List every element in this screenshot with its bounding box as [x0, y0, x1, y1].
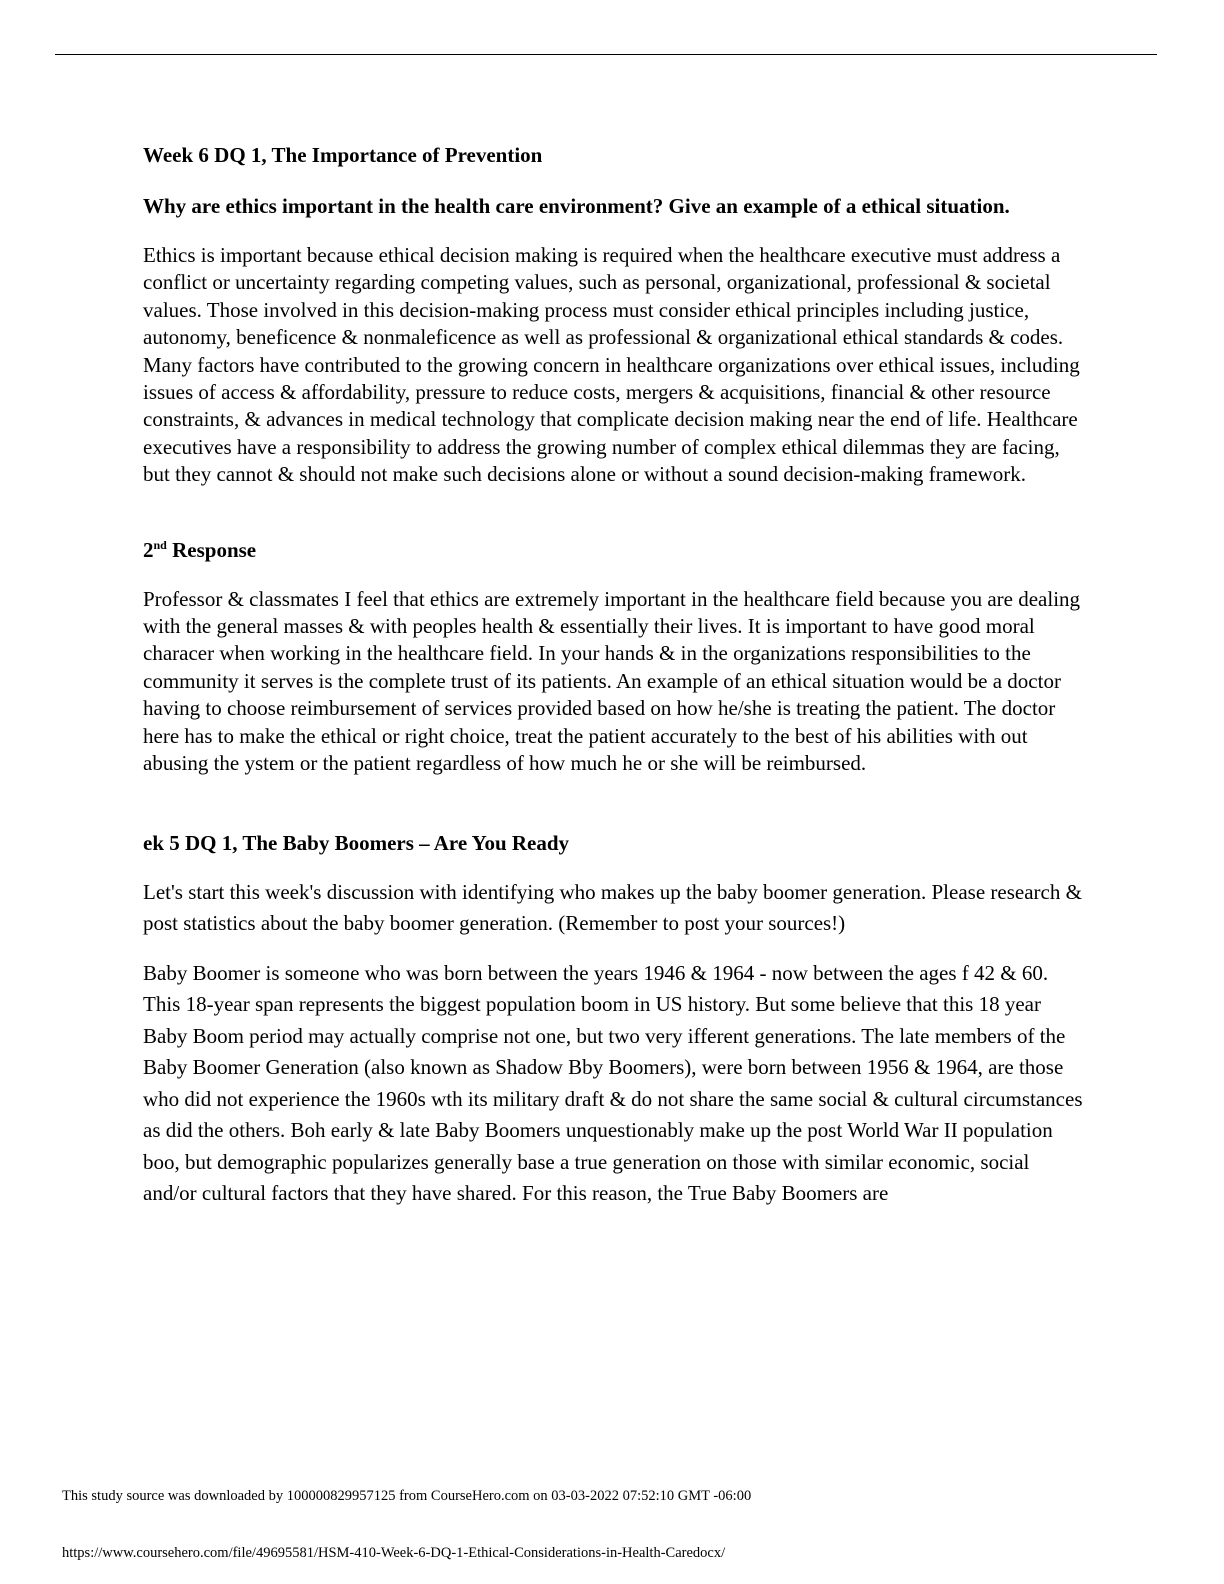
header-rule — [55, 54, 1157, 55]
document-title: Week 6 DQ 1, The Importance of Prevention — [143, 143, 543, 167]
section-two-prompt: Let's start this week's discussion with identifying who makes up the baby boomer generation. Please research & post statistics about the baby boomer generation. (Remember to post your sources!) — [143, 879, 1082, 935]
discussion-question: Why are ethics important in the health care environment? Give an example of a ethical situation. — [143, 194, 1010, 218]
second-response-heading — [143, 535, 1083, 566]
source-url[interactable]: https://www.coursehero.com/file/49695581/HSM-410-Week-6-DQ-1-Ethical-Considerations-in-Health-Caredocx/ — [62, 1545, 726, 1561]
section-two-answer: Baby Boomer is someone who was born between the years 1946 & 1964 - now between the ages f 42 & 60. This 18-year span represents the biggest population boom in US history. But some believe that this 18 year Baby Boom period may actually comprise not one, but two very ifferent generations. The late members of the Baby Boomer Generation (also known as Shadow Bby Boomers), were born between 1956 & 1964, are those who did not experience the 1960s wth its military draft & do not share the same social & cultural circumstances as did the others. Boh early & late Baby Boomers unquestionably make up the post World War II population boo, but demographic popularizes generally base a true generation on those with similar economic, social and/or cultural factors that they have shared. For this reason, the True Baby Boomers are — [143, 960, 1083, 1205]
response-ordinal-suffix: nd — [153, 537, 167, 552]
response-label: Response — [172, 537, 257, 562]
first-response-paragraph: Ethics is important because ethical decision making is required when the healthcare executive must address a conflict or uncertainty regarding competing values, such as personal, organizational, professional & societal values. Those involved in this decision-making process must consider ethical principles including justice, autonomy, beneficence & nonmaleficence as well as professional & organizational ethical standards & codes. Many factors have contributed to the growing concern in healthcare organizations over ethical issues, including issues of access & affordability, pressure to reduce costs, mergers & acquisitions, financial & other resource constraints, & advances in medical technology that complicate decision making near the end of life. Healthcare executives have a responsibility to address the growing number of complex ethical dilemmas they are facing, but they cannot & should not make such decisions alone or without a sound decision-making framework. — [143, 243, 1080, 487]
second-response-paragraph: Professor & classmates I feel that ethics are extremely important in the healthcare field because you are dealing with the general masses & with peoples health & essentially their lives. It is important to have good moral characer when working in the healthcare field. In your hands & in the organizations responsibilities to the community it serves is the complete trust of its patients. An example of an ethical situation would be a doctor having to choose reimbursement of services provided based on how he/she is treating the patient. The doctor here has to make the ethical or right choice, treat the patient accurately to the best of his abilities with out abusing the ystem or the patient regardless of how much he or she will be reimbursed. — [143, 586, 1081, 776]
document-body — [143, 140, 1083, 1210]
section-two-title: ek 5 DQ 1, The Baby Boomers – Are You Ready — [143, 830, 570, 855]
download-notice: This study source was downloaded by 100000829957125 from CourseHero.com on 03-03-2022 07:52:10 GMT -06:00 — [62, 1488, 752, 1504]
response-number: 2 — [143, 537, 154, 562]
